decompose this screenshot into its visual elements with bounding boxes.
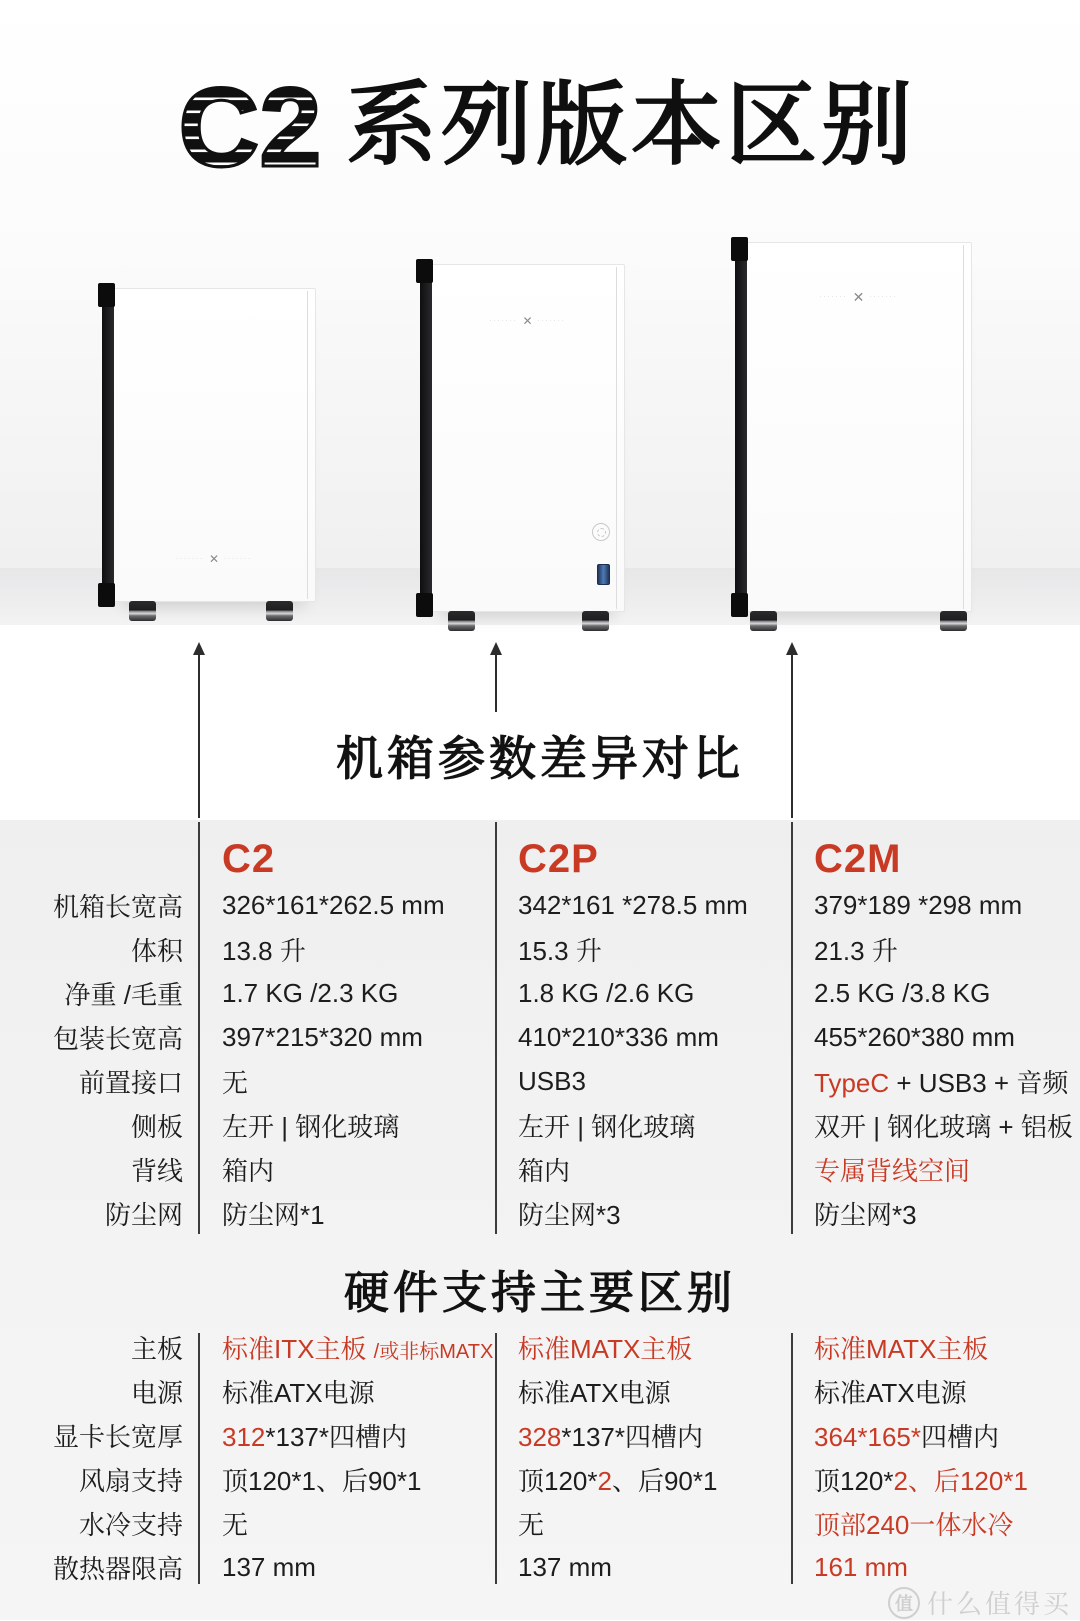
page-title bbox=[0, 62, 1080, 178]
hinge-tab-icon bbox=[731, 237, 748, 261]
table-row bbox=[0, 1457, 1080, 1501]
case-image-c2 bbox=[112, 288, 316, 602]
table-row bbox=[0, 927, 1080, 971]
x-logo-icon: ✕ bbox=[852, 289, 865, 305]
table-row bbox=[0, 1545, 1080, 1589]
table-row bbox=[0, 1015, 1080, 1059]
cell-value: 137 mm bbox=[222, 1551, 316, 1582]
row-label: 机箱长宽高 bbox=[52, 891, 183, 922]
cell-value: 无 bbox=[222, 1509, 249, 1540]
cell-value: 标准MATX主板 bbox=[518, 1333, 693, 1364]
cell-value: 379*189 *298 mm bbox=[814, 889, 1023, 920]
row-label: 主板 bbox=[130, 1333, 183, 1364]
cell-value: 防尘网*1 bbox=[222, 1199, 325, 1230]
row-label: 防尘网 bbox=[104, 1199, 183, 1230]
x-logo-icon: ✕ bbox=[208, 552, 220, 566]
cell-value: 137 mm bbox=[518, 1551, 612, 1582]
table-row bbox=[0, 883, 1080, 927]
cell-value: 顶120*2、后90*1 bbox=[518, 1465, 718, 1496]
row-label: 前置接口 bbox=[78, 1067, 183, 1098]
comparison-table-hardware bbox=[0, 1325, 1080, 1589]
cell-value: 标准ATX电源 bbox=[518, 1377, 671, 1408]
table-row bbox=[0, 1369, 1080, 1413]
c2-striped-logo bbox=[164, 62, 336, 180]
comparison-table-params bbox=[0, 836, 1080, 1235]
watermark bbox=[888, 1584, 1072, 1621]
row-label: 净重 /毛重 bbox=[64, 979, 183, 1010]
row-label: 水冷支持 bbox=[78, 1509, 183, 1540]
power-button-icon bbox=[592, 523, 610, 541]
hinge-tab-icon bbox=[416, 259, 433, 283]
table-row bbox=[0, 1191, 1080, 1235]
column-header-c2: C2 bbox=[222, 837, 276, 881]
table-row bbox=[0, 1413, 1080, 1457]
cell-value: 无 bbox=[222, 1067, 249, 1098]
cell-value: 标准ATX电源 bbox=[222, 1377, 375, 1408]
column-header-row bbox=[0, 836, 1080, 883]
column-header-c2p: C2P bbox=[518, 837, 599, 881]
cell-value: 1.8 KG /2.6 KG bbox=[518, 977, 695, 1008]
cell-value: 342*161 *278.5 mm bbox=[518, 889, 748, 920]
row-label: 背线 bbox=[130, 1155, 183, 1186]
row-label: 侧板 bbox=[130, 1111, 183, 1142]
row-label: 电源 bbox=[130, 1377, 183, 1408]
case-foot bbox=[129, 601, 156, 621]
case-foot bbox=[448, 611, 475, 631]
cell-value: 161 mm bbox=[814, 1551, 908, 1582]
cell-value: 2.5 KG /3.8 KG bbox=[814, 977, 991, 1008]
row-label: 体积 bbox=[130, 935, 183, 966]
cell-value: 1.7 KG /2.3 KG bbox=[222, 977, 399, 1008]
x-logo-icon: ✕ bbox=[522, 314, 533, 328]
cell-value: USB3 bbox=[518, 1065, 586, 1096]
panel-seam bbox=[616, 267, 617, 609]
case-foot bbox=[940, 611, 967, 631]
panel-seam bbox=[307, 291, 308, 599]
watermark-text: 什么值得买 bbox=[926, 1589, 1072, 1619]
watermark-badge-icon: 值 bbox=[888, 1587, 920, 1619]
title-series-code: C2 bbox=[178, 65, 322, 180]
case-foot bbox=[582, 611, 609, 631]
cell-value: 364*165*四槽内 bbox=[814, 1421, 1000, 1452]
cell-value: 左开 | 钢化玻璃 bbox=[222, 1111, 400, 1142]
cell-value: 无 bbox=[518, 1509, 545, 1540]
cell-value: 13.8 升 bbox=[222, 935, 306, 966]
hinge-tab-icon bbox=[98, 583, 115, 607]
panel-seam bbox=[963, 245, 964, 609]
cell-value: 455*260*380 mm bbox=[814, 1021, 1015, 1052]
cell-value: 箱内 bbox=[518, 1155, 571, 1186]
section-title-params: 机箱参数差异对比 bbox=[336, 732, 744, 785]
cell-value: 21.3 升 bbox=[814, 935, 898, 966]
cell-value: 410*210*336 mm bbox=[518, 1021, 719, 1052]
brand-logo: ······· ✕ ······· bbox=[819, 289, 898, 305]
case-image-c2p bbox=[430, 264, 625, 612]
cell-value: 标准ATX电源 bbox=[814, 1377, 967, 1408]
cell-value: 标准MATX主板 bbox=[814, 1333, 989, 1364]
table-row bbox=[0, 1059, 1080, 1103]
row-label: 散热器限高 bbox=[52, 1553, 183, 1584]
section-title-hardware: 硬件支持主要区别 bbox=[343, 1267, 736, 1318]
table-row bbox=[0, 971, 1080, 1015]
usb-port-icon bbox=[597, 564, 610, 585]
row-label: 风扇支持 bbox=[78, 1465, 183, 1496]
table-row bbox=[0, 1501, 1080, 1545]
cell-value: 15.3 升 bbox=[518, 935, 602, 966]
cell-value: 312*137*四槽内 bbox=[222, 1421, 408, 1452]
cell-value: TypeC + USB3 + 音频 bbox=[814, 1067, 1069, 1098]
cell-value: 防尘网*3 bbox=[814, 1199, 917, 1230]
side-hinge-strip bbox=[735, 241, 747, 613]
cell-value: 防尘网*3 bbox=[518, 1199, 621, 1230]
cell-value: 顶120*1、后90*1 bbox=[222, 1465, 422, 1496]
cell-value: 顶120*2、后120*1 bbox=[814, 1465, 1028, 1496]
table-row bbox=[0, 1325, 1080, 1369]
row-label: 显卡长宽厚 bbox=[52, 1421, 183, 1452]
brand-logo: ······· ✕ ······· bbox=[175, 552, 253, 566]
cell-value: 326*161*262.5 mm bbox=[222, 889, 445, 920]
cell-value: 标准ITX主板 /或非标MATX bbox=[222, 1333, 494, 1364]
cell-value: 专属背线空间 bbox=[814, 1155, 971, 1186]
column-header-c2m: C2M bbox=[814, 837, 902, 881]
case-foot bbox=[266, 601, 293, 621]
hinge-tab-icon bbox=[731, 593, 748, 617]
side-hinge-strip bbox=[420, 263, 432, 613]
cell-value: 顶部240一体水冷 bbox=[814, 1509, 1014, 1540]
cell-value: 328*137*四槽内 bbox=[518, 1421, 704, 1452]
arrow-line-c2p bbox=[495, 654, 497, 712]
cell-value: 箱内 bbox=[222, 1155, 275, 1186]
table-row bbox=[0, 1103, 1080, 1147]
case-foot bbox=[750, 611, 777, 631]
cell-value: 左开 | 钢化玻璃 bbox=[518, 1111, 696, 1142]
hinge-tab-icon bbox=[416, 593, 433, 617]
cell-value: 397*215*320 mm bbox=[222, 1021, 423, 1052]
table-row bbox=[0, 1147, 1080, 1191]
side-hinge-strip bbox=[102, 287, 114, 603]
hinge-tab-icon bbox=[98, 283, 115, 307]
case-image-c2m bbox=[745, 242, 972, 612]
title-text: 系列版本区别 bbox=[345, 75, 916, 176]
row-label: 包装长宽高 bbox=[52, 1023, 183, 1054]
brand-logo: ······· ✕ ······· bbox=[489, 314, 566, 328]
cell-value: 双开 | 钢化玻璃 + 铝板 bbox=[814, 1111, 1073, 1142]
